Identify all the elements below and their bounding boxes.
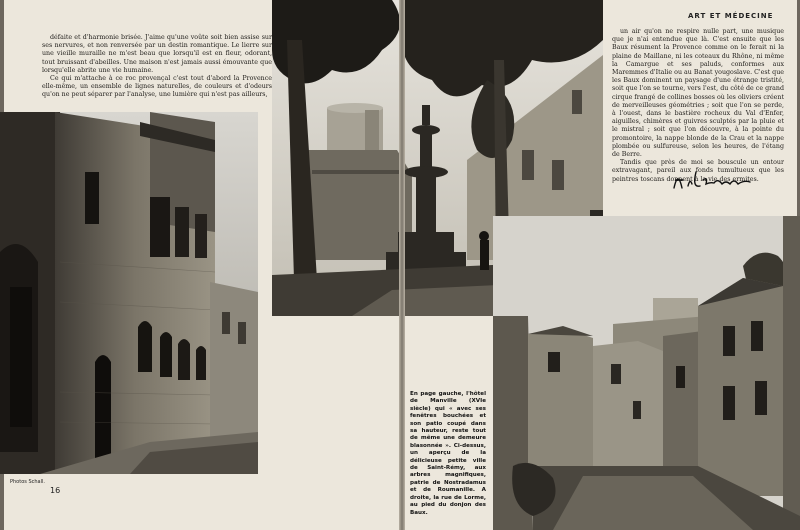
page-number: 16 — [50, 486, 61, 495]
section-heading: ART ET MÉDECINE — [688, 12, 774, 20]
right-paragraph-2: Tandis que près de moi se bouscule un entour extravagant, pareil aux fonds tumultueux que les peintres toscans donnent à la vie des ermites. — [612, 159, 784, 183]
photo-credit: Photos Schall. — [10, 479, 45, 485]
author-signature — [670, 168, 758, 192]
center-gutter — [399, 0, 405, 530]
photo-rue-de-lorme-image — [493, 216, 800, 530]
photo-caption: En page gauche, l'hôtel de Manville (XVIe siècle) qui « avec ses fenêtres bouchées et son patio coupé dans sa hauteur, reste tout de même une demeure blasonnée ». Ci-dessus, un aperçu de la délicieuse petite ville de Saint-Rémy, aux arbres magnifiques, patrie de Nostradamus et de Roumanille. A droite, la rue de Lorme, au pied du donjon des Baux. — [410, 391, 486, 516]
left-paragraph-1: défaite et d'harmonie brisée. J'aime qu'une voûte soit bien assise sur ses nervures, et non renversée par un destin romantique. Le lierre sur une vieille muraille ne m'est beau que lorsqu'il est en fleur, odorant, tout bruissant d'abeilles. Une maison n'est jamais aussi émouvante que lorsqu'elle abrite une vie humaine. — [42, 34, 272, 74]
photo-hotel-de-manville-image — [0, 112, 258, 474]
right-paragraph-1: un air qu'on ne respire nulle part, une musique que je n'ai entendue que là. C'est ensuite que les Baux résument la Provence comme on le ferait ni la plaine de Maillane, ni les coteaux du Rhône, ni même la Camargue et ses paluds, conformes aux Maremmes d'Italie ou au Banat yougoslave. C'est que les Baux dominent un paysage d'une étrange tristité, soit que l'on se tourne, vers l'est, du côté de ce grand cirque frangé de collines bosses où les oliviers créent de merveilleuses géométries ; soit que l'on se perde, à l'ouest, dans le bastière rocheux du Val d'Enfer, aiguilles, chimères et guivres sculptés par la pluie et le mistral ; soit que l'on découvre, à la pointe du promontoire, la nappe blonde de la Crau et la nappe plombée ou sulfureuse, selon les heures, de l'étang de Berre. — [612, 28, 784, 159]
left-paragraph-2: Ce qui m'attache à ce roc provençal c'est tout d'abord la Provence elle-même, un ensemble de lignes naturelles, de couleurs et d'odeurs qu'on ne peut séparer par l'analyse, une lumière qui n'est pas ailleurs, — [42, 75, 272, 99]
photo-rue-de-lorme — [493, 216, 800, 530]
photo-hotel-de-manville — [0, 112, 258, 474]
left-intro-text — [42, 34, 272, 100]
right-body-text — [612, 28, 784, 184]
